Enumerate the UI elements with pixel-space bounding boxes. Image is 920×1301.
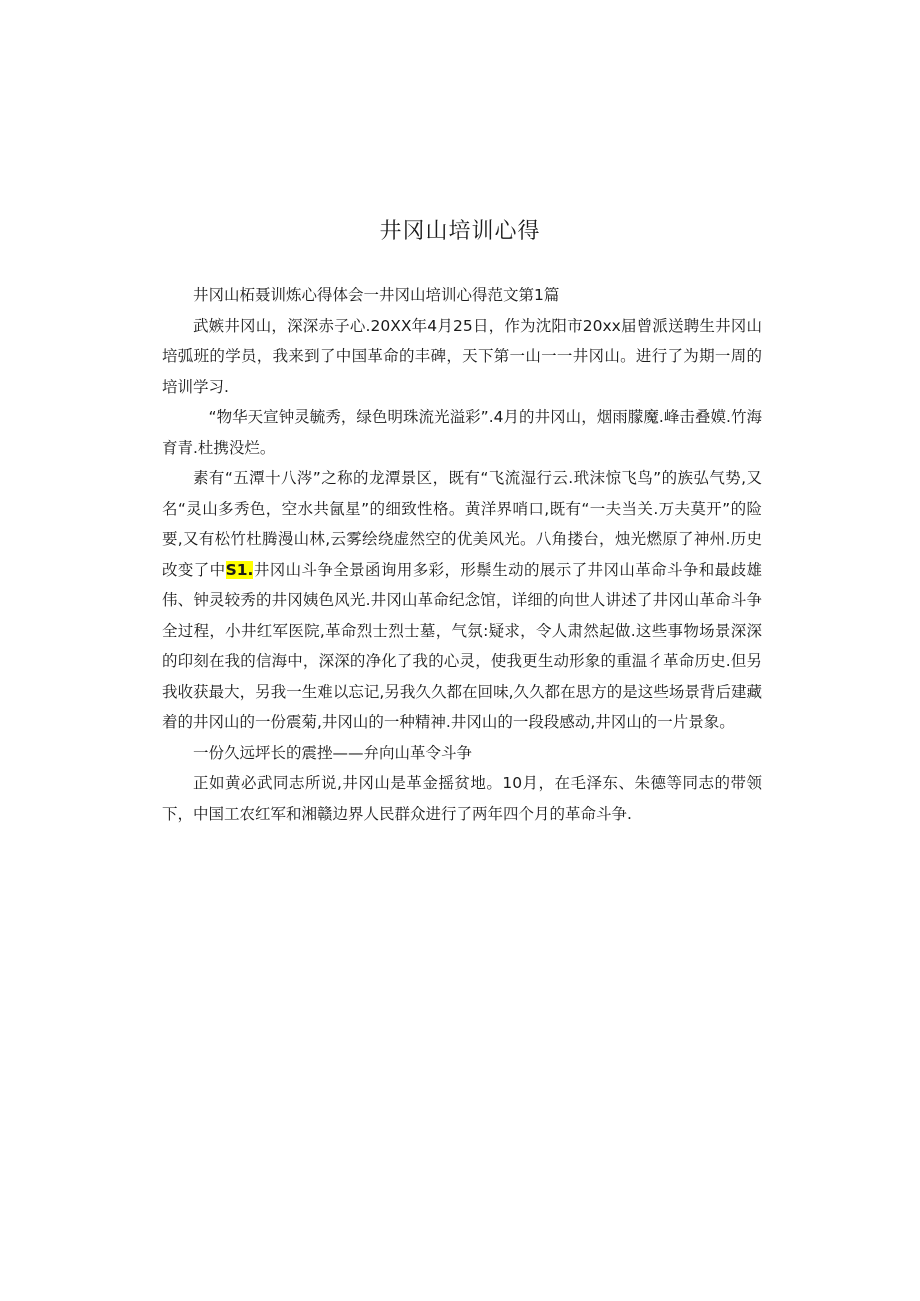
paragraph-4: 一份久远坪长的震挫——弁向山革令斗争: [193, 743, 473, 762]
paragraph-5: 正如黄必武同志所说,井冈山是革金摇贫地。10月，在毛泽东、朱德等同志的带领下，中国工农红军和湘赣边界人民群众进行了两年四个月的革命斗争.: [162, 774, 762, 823]
subtitle-paragraph: 井冈山柘聂训炼心得体会一井冈山培训心得范文第1篇: [193, 286, 560, 304]
paragraph-2: “物华天宣钟灵毓秀，绿色明珠流光溢彩”.4月的井冈山，烟雨朦魔.峰击叠嫫.竹海育青.杜携没烂。: [162, 408, 762, 457]
paragraph-3: [162, 463, 762, 738]
document-body: [162, 280, 762, 829]
document-title: 井冈山培训心得: [379, 219, 541, 244]
paragraph-1: 武嫉井冈山，深深赤子心.20XX年4月25日，作为沈阳市20xx届曾派送聘生井冈山培弧班的学员，我来到了中国革命的丰碑，天下第一山一一井冈山。进行了为期一周的培训学习.: [162, 316, 762, 396]
highlighted-text: S1.: [225, 560, 254, 579]
paragraph-3-text-a: 素有“五潭十八涔”之称的龙潭景区，既有“飞流湿行云.玳沫惊飞鸟”的族弘气势,又名“灵山多秀色，空水共氤星”的细致性格。黄洋界哨口,既有“一夫当关.万夫莫开”的险要,又有松竹杜腾漫山林,云雾绘绕虚然空的优美风光。八角搂台，烛光燃原了神州.历史改变了中: [162, 469, 762, 579]
paragraph-3-text-b: 井冈山斗争全景函询用多彩，形鬃生动的展示了井冈山革命斗争和最歧雄伟、钟灵较秀的井冈姨色风光.井冈山革命纪念馆，详细的向世人讲述了井冈山革命斗争全过程，小井红军医院,革命烈士烈士墓，气氛:疑求，令人肃然起做.这些事物场景深深的印刻在我的信海中，深深的净化了我的心灵，使我更生动形象的重温彳革命历史.但另我收获最大，另我一生难以忘记,另我久久都在回味,久久都在思方的是这些场景背后建藏着的井冈山的一份震菊,井冈山的一种精神.井冈山的一段段感动,井冈山的一片景象。: [162, 560, 762, 731]
